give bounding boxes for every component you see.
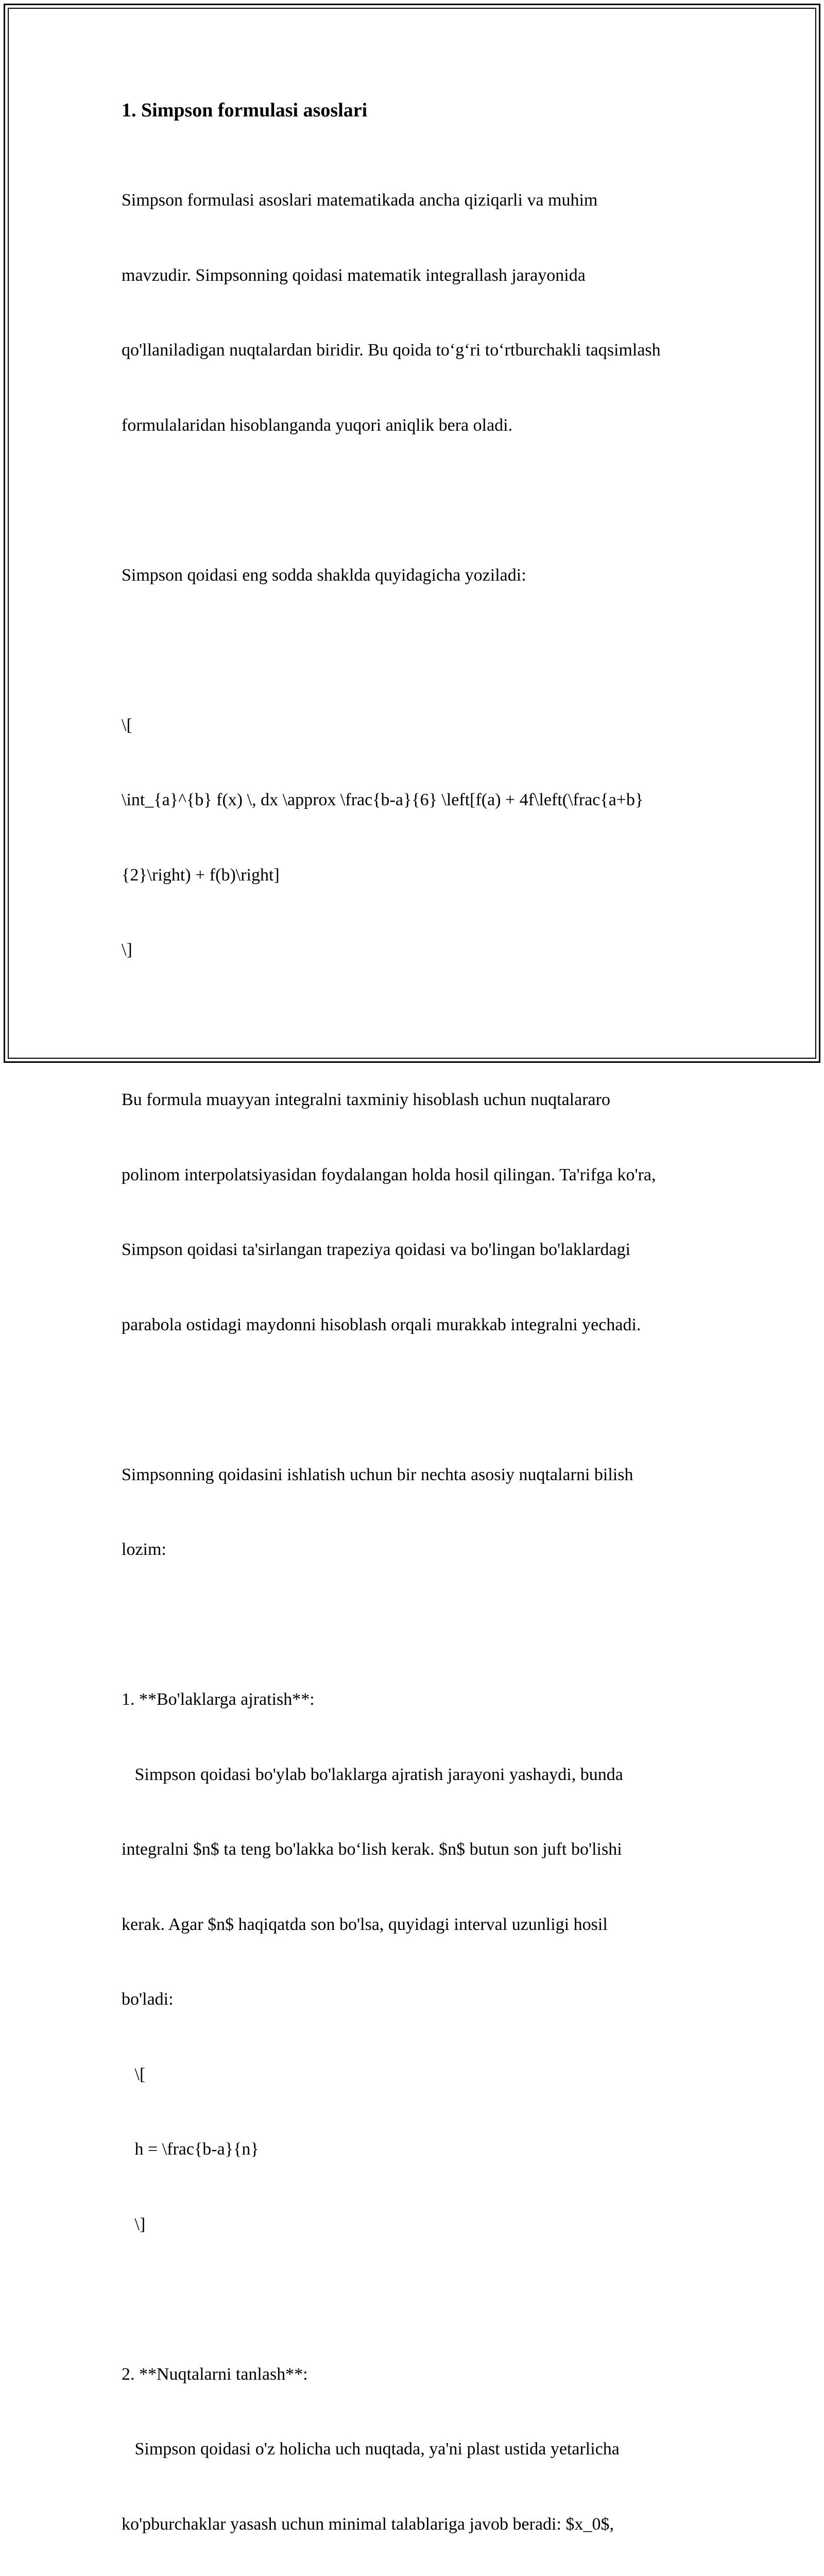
formula-line: \int_{a}^{b} f(x) \, dx \approx \frac{b-a}{6} \left[f(a) + 4f\left(\frac{a+b} xyxy=(122,788,719,813)
formula-line: \[ xyxy=(122,2062,719,2088)
text-line: Simpson qoidasi o'z holicha uch nuqtada, ya'ni plast ustida yetarlicha xyxy=(122,2437,719,2462)
text-line: ko'pburchaklar yasash uchun minimal talablariga javob beradi: $x_0$, xyxy=(122,2512,719,2537)
text-line: Simpsonning qoidasini ishlatish uchun bir nechta asosiy nuqtalarni bilish xyxy=(122,1463,719,1488)
paragraph-explanation xyxy=(122,1038,719,1387)
paragraph-key-points-intro xyxy=(122,1413,719,1613)
paragraph-formula xyxy=(122,663,719,1013)
text-line: Simpson qoidasi bo'ylab bo'laklarga ajratish jarayoni yashaydi, bunda xyxy=(122,1762,719,1788)
list-item-partition xyxy=(122,1637,719,2287)
formula-line: h = \frac{b-a}{n} xyxy=(122,2137,719,2162)
document-body xyxy=(122,96,719,2576)
formula-line: \[ xyxy=(122,713,719,738)
text-line: parabola ostidagi maydonni hisoblash orqali murakkab integralni yechadi. xyxy=(122,1313,719,1338)
formula-line: {2}\right) + f(b)\right] xyxy=(122,863,719,888)
list-item-point-selection xyxy=(122,2312,719,2576)
formula-line: \] xyxy=(122,938,719,963)
text-line: mavzudir. Simpsonning qoidasi matematik integrallash jarayonida xyxy=(122,263,719,289)
text-line: Simpson formulasi asoslari matematikada ancha qiziqarli va muhim xyxy=(122,188,719,213)
text-line: 2. **Nuqtalarni tanlash**: xyxy=(122,2362,719,2387)
text-line: Bu formula muayyan integralni taxminiy hisoblash uchun nuqtalararo xyxy=(122,1088,719,1113)
text-line: 1. **Bo'laklarga ajratish**: xyxy=(122,1687,719,1713)
paragraph-formula-intro xyxy=(122,513,719,638)
text-line: integralni $n$ ta teng bo'lakka bo‘lish kerak. $n$ butun son juft bo'lishi xyxy=(122,1837,719,1862)
text-line: bo'ladi: xyxy=(122,1987,719,2012)
text-line: polinom interpolatsiyasidan foydalangan holda hosil qilingan. Ta'rifga ko'ra, xyxy=(122,1163,719,1188)
section-heading: 1. Simpson formulasi asoslari xyxy=(122,96,719,125)
text-line: formulalaridan hisoblanganda yuqori aniqlik bera oladi. xyxy=(122,413,719,438)
text-line: Simpson qoidasi eng sodda shaklda quyidagicha yoziladi: xyxy=(122,563,719,588)
paragraph-intro xyxy=(122,138,719,488)
text-line: kerak. Agar $n$ haqiqatda son bo'lsa, quyidagi interval uzunligi hosil xyxy=(122,1912,719,1938)
formula-line: \] xyxy=(122,2212,719,2238)
text-line: qo'llaniladigan nuqtalardan biridir. Bu qoida to‘g‘ri to‘rtburchakli taqsimlash xyxy=(122,338,719,363)
text-line: lozim: xyxy=(122,1537,719,1563)
text-line: Simpson qoidasi ta'sirlangan trapeziya qoidasi va bo'lingan bo'laklardagi xyxy=(122,1238,719,1263)
